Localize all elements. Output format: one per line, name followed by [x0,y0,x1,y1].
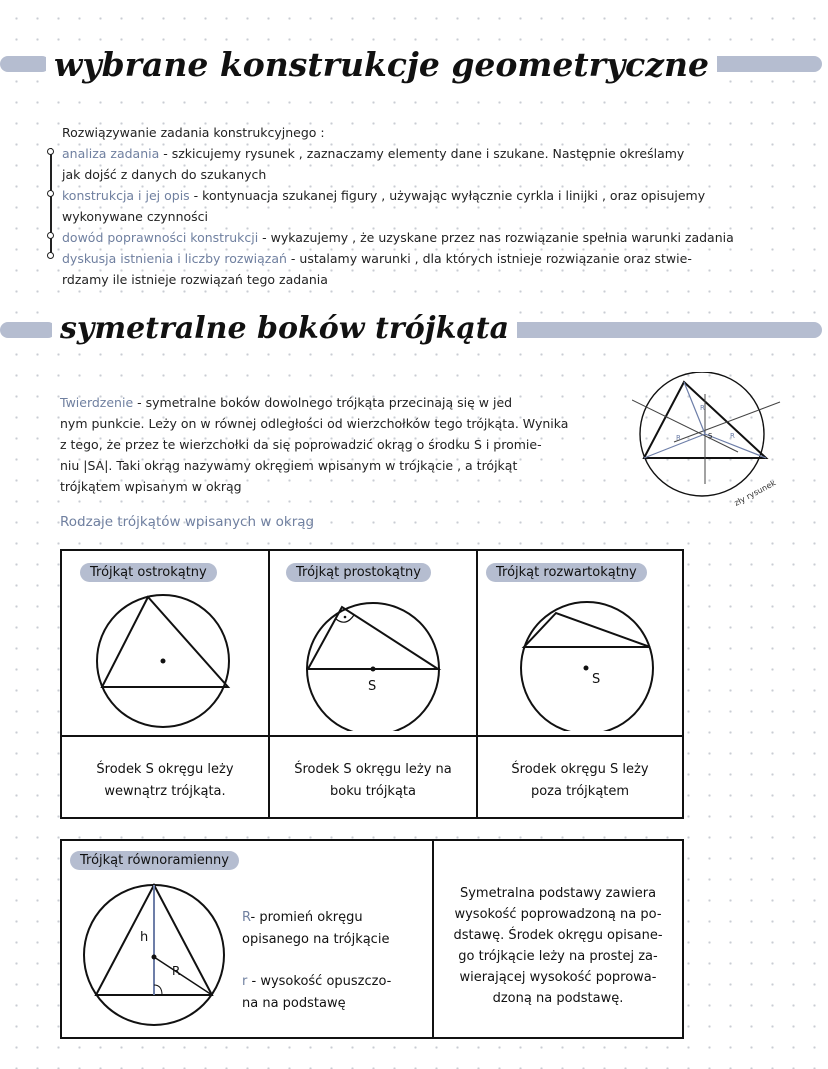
center-label: S [368,679,377,694]
right-caption: Środek S okręgu leży na boku trójkąta [294,762,452,799]
intro-step-line [62,227,734,248]
header-bar-left [0,56,50,72]
circle-center-dot [152,955,157,960]
intro-heading: Rozwiązywanie zadania konstrukcyjnego : [62,125,325,140]
intro-step-line [62,206,734,227]
theorem-line [60,476,630,497]
perpendicular-bisector [632,400,738,452]
intro-step-line [62,185,734,206]
section2-bar-left [0,322,56,338]
type-label-isosceles: Trójkąt równoramienny [70,851,239,870]
isosceles-note: Symetralna podstawy zawiera wysokość poprowadzoną na po- dstawę. Środek okręgu opisane- go trójkącie leży na prostej za- wierającej wysokość poprowa- dzoną na podstawę. [453,886,663,1006]
theorem-text [60,392,630,497]
intro-step-line [62,164,734,185]
types-heading: Rodzaje trójkątów wpisanych w okrąg [60,514,315,530]
radius-line [644,434,705,458]
step-text: jak dojść z danych do szukanych [62,167,267,182]
intro-step-line [62,143,734,164]
figure-label-r: R [700,404,705,412]
obtuse-caption: Środek okręgu S leży poza trójkątem [511,762,649,799]
theorem-label: Twierdzenie [60,395,134,410]
step-text: - kontynuacja szukanej figury , używając wyłącznie cyrkla i linijki , oraz opisujemy [189,188,706,203]
intro-bullet-dot [47,232,54,239]
intro-steps [62,143,734,290]
height-label: h [140,930,149,945]
section2-bar-right [468,322,822,338]
step-text: - ustalamy warunki , dla których istnieje rozwiązanie oraz stwie- [286,251,692,266]
right-triangle-figure [302,591,444,731]
figure-note: zły rysunek [732,478,778,508]
figure-label-s: S [708,432,713,440]
radius-line [154,957,212,995]
intro-bullet-dot [47,190,54,197]
step-label: konstrukcja i jej opis [62,188,190,203]
figure-label-r: R [676,434,681,442]
radius-line [705,434,766,458]
isosceles-figure [80,879,228,1027]
step-label: dyskusja istnienia i liczby rozwiązań [62,251,287,266]
theorem-text-span: z tego, że przez te wierzchołki da się poprowadzić okrąg o środku S i promie- [60,437,542,452]
divider [62,735,682,737]
intro-bullet-line [50,148,52,258]
theorem-text-span: - symetralne boków dowolnego trójkąta przecinają się w jed [133,395,513,410]
type-label-acute: Trójkąt ostrokątny [80,563,217,582]
intro-step-line [62,248,734,269]
circle-center-dot [371,667,376,672]
theorem-line [60,434,630,455]
step-text: - wykazujemy , że uzyskane przez nas rozwiązanie spełnia warunki zadania [258,230,734,245]
circumcircle-figure [632,372,828,512]
theorem-line [60,413,630,434]
section2-title: symetralne boków trójkąta [52,308,517,350]
acute-triangle-figure [92,591,234,731]
legend-radius: R- promień okręgu opisanego na trójkącie [242,910,390,947]
theorem-text-span: trójkątem wpisanym w okrąg [60,479,242,494]
triangle-types-table [60,549,684,819]
theorem-text-span: niu |SA|. Taki okrąg nazywamy okręgiem wpisanym w trójkącie , a trójkąt [60,458,518,473]
right-angle-dot [344,616,347,619]
step-text: wykonywane czynności [62,209,209,224]
step-text: - szkicujemy rysunek , zaznaczamy elementy dane i szukane. Następnie określamy [159,146,685,161]
isosceles-table [60,839,684,1039]
right-angle-mark [154,985,162,995]
circle-center-dot [584,666,589,671]
type-label-obtuse: Trójkąt rozwartokątny [486,563,647,582]
obtuse-triangle-figure [516,591,658,731]
intro-bullet-dot [47,252,54,259]
figure-label-r: R [730,432,735,440]
step-label: analiza zadania [62,146,160,161]
intro-bullet-dot [47,148,54,155]
step-label: dowód poprawności konstrukcji [62,230,259,245]
page-title: wybrane konstrukcje geometryczne [46,44,717,86]
theorem-line [60,455,630,476]
theorem-text-span: nym punkcie. Leży on w równej odległości od wierzchołków tego trójkąta. Wynika [60,416,569,431]
step-text: rdzamy ile istnieje rozwiązań tego zadania [62,272,328,287]
acute-caption: Środek S okręgu leży wewnątrz trójkąta. [96,762,234,799]
theorem-line [60,392,630,413]
right-triangle [308,607,438,669]
circle-center-dot [161,659,166,664]
center-label: S [592,672,601,687]
intro-step-line [62,269,734,290]
type-label-right: Trójkąt prostokątny [286,563,431,582]
radius-label: R [172,964,181,978]
legend-height: r - wysokość opuszczo- na na podstawę [242,974,392,1011]
